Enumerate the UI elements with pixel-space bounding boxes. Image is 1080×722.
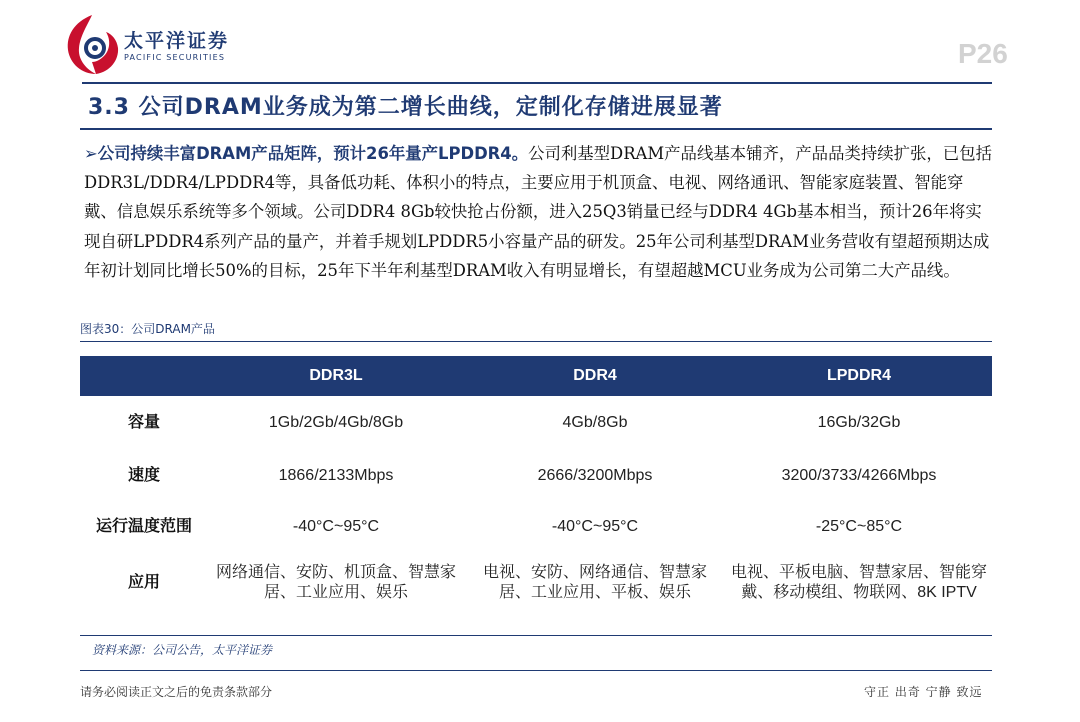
table-header-cell: LPDDR4 [726, 356, 992, 396]
footer-motto: 守正 出奇 宁静 致远 [864, 685, 983, 699]
logo-emblem-icon [62, 12, 122, 78]
page-number: P26 [958, 38, 1008, 69]
table-row [80, 396, 992, 450]
footer-disclaimer: 请务必阅读正文之后的免责条款部分 [80, 685, 273, 699]
paragraph-lead: 公司持续丰富DRAM产品矩阵，预计26年量产LPDDR4。 [97, 144, 529, 163]
table-row [80, 501, 992, 552]
table-cell: 16Gb/32Gb [817, 414, 901, 431]
table-row [80, 552, 992, 614]
table-cell: -40°C~95°C [292, 517, 380, 535]
paragraph-body: 公司利基型DRAM产品线基本铺齐，产品品类持续扩张，已包括DDR3L/DDR4/LPDDR4等，具备低功耗、体积小的特点，主要应用于机顶盒、电视、网络通讯、智能家庭装置、智能穿戴、信息娱乐系统等多个领域。公司DDR4 8Gb较快抢占份额，进入25Q3销量已经与DDR4 4Gb基本相当，预计26年将实现自研LPDDR4系列产品的量产，并着手规划LPDDR5小容量产品的研发。25年公司利基型DRAM业务营收有望超预期达成年初计划同比增长50%的目标，25年下半年利基型DRAM收入有明显增长，有望超越MCU业务成为公司第二大产品线。 [84, 144, 992, 280]
footer-rule [80, 670, 992, 671]
table-cell: 电视、安防、网络通信、智慧家居、工业应用、平板、娱乐 [482, 564, 707, 601]
table-header-cell: DDR3L [208, 356, 464, 396]
bullet-arrow-icon: ➢ [84, 144, 98, 163]
logo-name-cn: 太平洋证券 [124, 30, 230, 52]
figure-source: 资料来源：公司公告，太平洋证券 [92, 643, 273, 657]
source-rule [80, 635, 992, 636]
table-row [80, 450, 992, 501]
company-logo [62, 12, 272, 78]
logo-name-en: PACIFIC SECURITIES [124, 53, 226, 62]
table-cell: 2666/3200Mbps [537, 466, 653, 484]
figure-rule [80, 341, 992, 342]
section-title: 3.3 公司DRAM业务成为第二增长曲线，定制化存储进展显著 [88, 95, 723, 120]
body-paragraph [84, 139, 996, 285]
table-cell: 3200/3733/4266Mbps [781, 466, 937, 484]
title-rule [80, 128, 992, 130]
table-cell: 1866/2133Mbps [278, 466, 394, 484]
table-header-cell: DDR4 [464, 356, 726, 396]
dram-product-table [80, 356, 992, 614]
table-row-label: 运行温度范围 [95, 517, 192, 535]
table-cell: 1Gb/2Gb/4Gb/8Gb [268, 414, 404, 431]
table-cell: 电视、平板电脑、智慧家居、智能穿戴、移动模组、物联网、8K IPTV [730, 564, 987, 601]
logo-text [124, 30, 229, 64]
table-cell: -25°C~85°C [815, 517, 903, 535]
table-header-cell [80, 356, 208, 396]
table-row-label: 速度 [127, 466, 160, 484]
table-header-row [80, 356, 992, 396]
table-row-label: 应用 [127, 574, 160, 591]
header-rule [82, 82, 992, 84]
table-cell: -40°C~95°C [551, 517, 639, 535]
table-row-label: 容量 [127, 414, 160, 431]
figure-caption: 图表30：公司DRAM产品 [80, 322, 215, 336]
table-cell: 4Gb/8Gb [562, 414, 628, 431]
table-cell: 网络通信、安防、机顶盒、智慧家居、工业应用、娱乐 [215, 564, 456, 601]
